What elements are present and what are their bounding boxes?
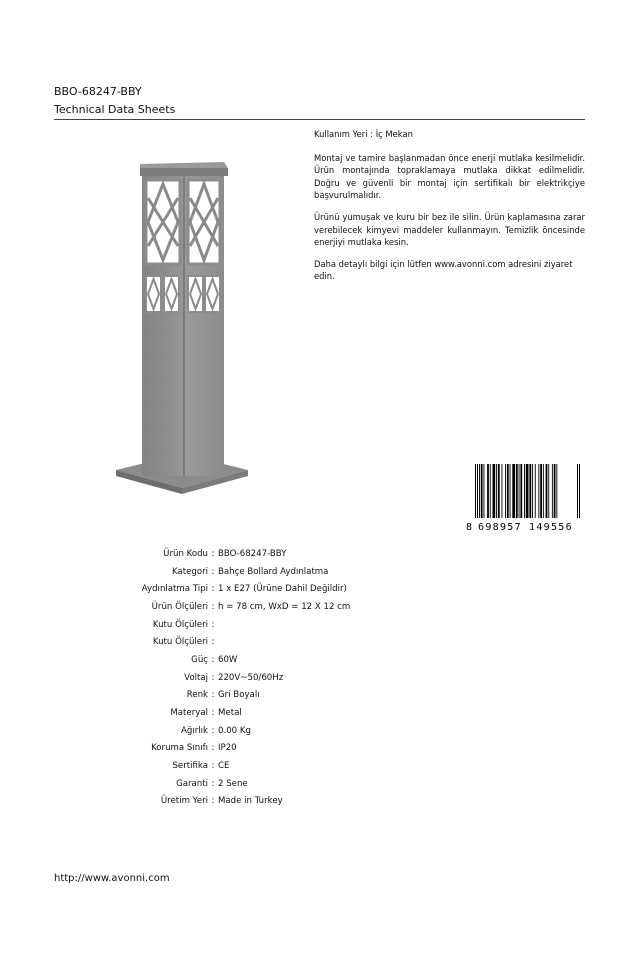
- spec-label: Garanti: [176, 778, 208, 789]
- cleaning-instructions: Ürünü yumuşak ve kuru bir bez ile silin. Ürün kaplamasına zarar verebilecek kimyevi maddeler kullanmayın. Temizlik öncesinde enerjiyi mutlaka kesin.: [314, 211, 585, 248]
- bollard-lamp-image: [112, 158, 252, 494]
- spec-separator: :: [211, 725, 215, 736]
- spec-separator: :: [211, 796, 215, 807]
- spec-label: Kategori: [171, 566, 208, 577]
- spec-value: 60W: [218, 654, 238, 665]
- installation-warning: Montaj ve tamire başlanmadan önce enerji mutlaka kesilmelidir. Ürün montajında topraklamaya mutlaka dikkat edilmelidir. Doğru ve güvenli bir montaj için sertifikalı bir elektrikçiye başvurulmalıdır.: [314, 152, 585, 201]
- spec-separator: :: [211, 654, 215, 665]
- spec-row: [100, 775, 350, 793]
- usage-location: Kullanım Yeri : İç Mekan: [314, 129, 413, 139]
- spec-row: [100, 651, 350, 669]
- spec-label: Voltaj: [184, 672, 208, 683]
- spec-separator: :: [211, 584, 215, 595]
- spec-separator: :: [211, 619, 215, 630]
- spec-separator: :: [211, 708, 215, 719]
- header-divider: [54, 119, 585, 120]
- spec-row: [100, 545, 350, 563]
- barcode-right-digits: 149556: [529, 522, 573, 532]
- spec-separator: :: [211, 566, 215, 577]
- website-info: Daha detaylı bilgi için lütfen www.avonni.com adresini ziyaret edin.: [314, 258, 573, 282]
- spec-label: Güç: [191, 654, 208, 665]
- spec-label: Kutu Ölçüleri: [152, 619, 208, 630]
- spec-row: [100, 669, 350, 687]
- spec-value: Bahçe Bollard Aydınlatma: [218, 566, 329, 577]
- spec-row: [100, 722, 350, 740]
- spec-value: 0.00 Kg: [218, 725, 251, 736]
- spec-separator: :: [211, 637, 215, 648]
- spec-value: CE: [218, 761, 230, 772]
- spec-label: Sertifika: [172, 761, 208, 772]
- barcode-first-digit: 8: [466, 522, 473, 532]
- spec-row: [100, 740, 350, 758]
- information-text: [314, 128, 585, 292]
- spec-row: [100, 793, 350, 811]
- spec-label: Ağırlık: [180, 725, 208, 736]
- barcode-bars: [475, 464, 580, 526]
- spec-row: [100, 598, 350, 616]
- spec-row: [100, 757, 350, 775]
- spec-separator: :: [211, 548, 215, 559]
- spec-row: [100, 704, 350, 722]
- spec-value: 2 Sene: [218, 778, 248, 789]
- spec-row: [100, 616, 350, 634]
- product-code-heading: BBO-68247-BBY: [54, 85, 142, 98]
- spec-value: Made in Turkey: [218, 796, 283, 807]
- spec-label: Renk: [186, 690, 208, 701]
- spec-label: Üretim Yeri: [160, 796, 208, 807]
- spec-value: IP20: [218, 743, 237, 754]
- spec-row: [100, 633, 350, 651]
- spec-label: Ürün Ölçüleri: [151, 601, 208, 612]
- spec-value: h = 78 cm, WxD = 12 X 12 cm: [218, 601, 351, 612]
- spec-label: Koruma Sınıfı: [151, 743, 208, 754]
- spec-label: Ürün Kodu: [163, 548, 208, 559]
- spec-separator: :: [211, 761, 215, 772]
- document-title: Technical Data Sheets: [54, 103, 176, 116]
- footer-website-link[interactable]: http://www.avonni.com: [54, 873, 170, 884]
- spec-label: Materyal: [170, 708, 208, 719]
- spec-separator: :: [211, 743, 215, 754]
- spec-row: [100, 563, 350, 581]
- specifications-table: [100, 545, 350, 810]
- spec-separator: :: [211, 690, 215, 701]
- spec-separator: :: [211, 778, 215, 789]
- spec-value: BBO-68247-BBY: [218, 548, 287, 559]
- spec-value: 1 x E27 (Ürüne Dahil Değildir): [218, 584, 347, 595]
- barcode-left-digits: 698957: [478, 522, 522, 532]
- spec-row: [100, 687, 350, 705]
- spec-value: 220V~50/60Hz: [218, 672, 284, 683]
- spec-label: Aydınlatma Tipi: [141, 584, 208, 595]
- spec-value: Gri Boyalı: [218, 690, 260, 701]
- spec-label: Kutu Ölçüleri: [152, 637, 208, 648]
- spec-separator: :: [211, 601, 215, 612]
- barcode: [463, 462, 583, 532]
- spec-value: Metal: [218, 708, 242, 719]
- spec-separator: :: [211, 672, 215, 683]
- spec-row: [100, 580, 350, 598]
